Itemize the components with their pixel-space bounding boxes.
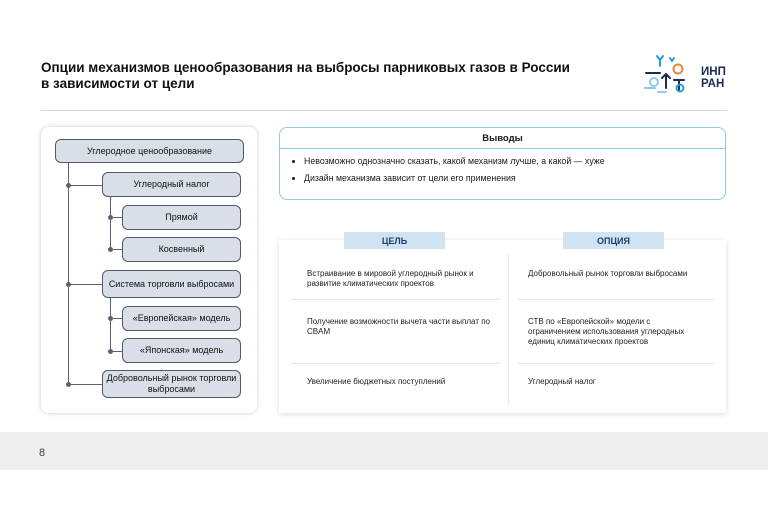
table-row-2-goal: Получение возможности вычета части выплат по CBAM xyxy=(307,317,490,336)
slide-title: Опции механизмов ценообразования на выбросы парниковых газов в России в зависимости от цели xyxy=(41,60,570,91)
conclusions-box xyxy=(279,127,726,200)
tree-node-carbon-pricing: Углеродное ценообразование xyxy=(55,139,244,163)
title-divider xyxy=(41,110,727,111)
tree-node-japanese-model: «Японская» модель xyxy=(122,338,241,363)
goal-header: ЦЕЛЬ xyxy=(344,232,445,249)
conclusions-list xyxy=(294,153,605,186)
tree-node-ets: Система торговли выбросами xyxy=(102,270,241,298)
page-number: 8 xyxy=(39,447,46,459)
table-row-1-goal: Встраивание в мировой углеродный рынок и развитие климатических проектов xyxy=(307,269,474,288)
goal-option-table xyxy=(279,235,726,413)
tree-trunk xyxy=(68,162,69,385)
tree-node-indirect: Косвенный xyxy=(122,237,241,262)
option-header: ОПЦИЯ xyxy=(563,232,664,249)
table-row-1-option: Добровольный рынок торговли выбросами xyxy=(528,269,688,278)
table-row-3-option: Углеродный налог xyxy=(528,377,596,386)
logo-text: ИНП РАН xyxy=(701,66,726,90)
footer-bar xyxy=(0,432,768,470)
conclusions-title: Выводы xyxy=(482,133,523,144)
tree-node-voluntary-market: Добровольный рынок торговли выбросами xyxy=(102,370,241,398)
tree-node-carbon-tax: Углеродный налог xyxy=(102,172,241,197)
tree-node-european-model: «Европейская» модель xyxy=(122,306,241,331)
list-item: • Невозможно однозначно сказать, какой механизм лучше, а какой — хуже xyxy=(304,153,605,170)
pricing-tree-panel xyxy=(41,127,257,413)
table-row-3-goal: Увеличение бюджетных поступлений xyxy=(307,377,446,386)
tree-node-direct: Прямой xyxy=(122,205,241,230)
list-item: • Дизайн механизма зависит от цели его применения xyxy=(304,170,605,187)
table-row-2-option: СТВ по «Европейской» модели с ограничением использования углеродных единиц климатических проектов xyxy=(528,317,685,346)
